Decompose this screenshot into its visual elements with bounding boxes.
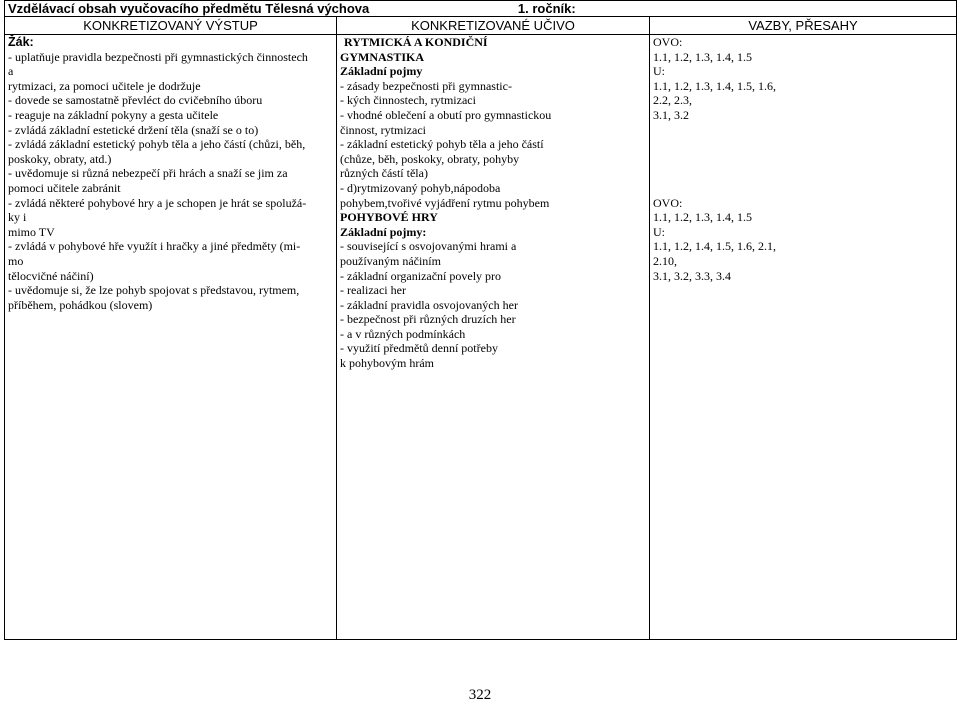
column-header-row bbox=[5, 17, 957, 35]
vazby-spacer bbox=[653, 123, 953, 196]
vystup-line: - dovede se samostatně převléct do cvičebního úboru bbox=[8, 93, 263, 108]
vystup-line: - zvládá základní estetický pohyb těla a jeho částí (chůzi, běh, bbox=[8, 137, 306, 152]
ucivo-line: - d)rytmizovaný pohyb,nápodoba bbox=[340, 180, 501, 195]
vystup-line: - uvědomuje si, že lze pohyb spojovat s představou, rytmem, bbox=[8, 283, 300, 298]
ucivo-line: - zásady bezpečnosti při gymnastic- bbox=[340, 78, 512, 93]
vystup-line: příběhem, pohádkou (slovem) bbox=[8, 297, 153, 312]
ucivo-line: - využití předmětů denní potřeby bbox=[340, 341, 498, 356]
ucivo-line: různých částí těla) bbox=[340, 166, 428, 181]
vystup-line: tělocvičné náčiní) bbox=[8, 268, 94, 283]
u-label-1: U: bbox=[653, 64, 665, 79]
ucivo-line: - související s osvojovanými hrami a bbox=[340, 239, 517, 254]
ucivo-line: (chůze, běh, poskoky, obraty, pohyby bbox=[340, 151, 520, 166]
vystup-line: - zvládá některé pohybové hry a je schopen je hrát se spolužá- bbox=[8, 195, 307, 210]
ucivo-line: - základní estetický pohyb těla a jeho částí bbox=[340, 137, 544, 152]
ovo-value-2: 1.1, 1.2, 1.3, 1.4, 1.5 bbox=[653, 210, 752, 225]
student-heading: Žák: bbox=[8, 35, 34, 49]
ucivo-line: - kých činnostech, rytmizaci bbox=[340, 93, 476, 108]
u-value-line: 1.1, 1.2, 1.4, 1.5, 1.6, 2.1, bbox=[653, 239, 776, 254]
curriculum-table bbox=[4, 0, 957, 640]
vystup-line: ky i bbox=[8, 210, 27, 225]
grade-label: 1. ročník: bbox=[517, 1, 576, 16]
ovo-label-2: OVO: bbox=[653, 195, 683, 210]
vystup-line: - uplatňuje pravidla bezpečnosti při gymnastických činnostech bbox=[8, 49, 308, 64]
ucivo-line: - realizaci her bbox=[340, 283, 406, 298]
u-list-1 bbox=[653, 79, 953, 123]
vystup-line: - zvládá základní estetické držení těla (snaží se o to) bbox=[8, 122, 259, 137]
section-label-pojmy-2: Základní pojmy: bbox=[340, 224, 427, 239]
ovo-value-1: 1.1, 1.2, 1.3, 1.4, 1.5 bbox=[653, 49, 752, 64]
u-value-line: 3.1, 3.2, 3.3, 3.4 bbox=[653, 268, 731, 283]
section-label-pojmy: Základní pojmy bbox=[340, 64, 423, 79]
vystup-line: poskoky, obraty, atd.) bbox=[8, 151, 112, 166]
ucivo-line: - základní pravidla osvojovaných her bbox=[340, 297, 518, 312]
u-value-line: 2.2, 2.3, bbox=[653, 93, 692, 108]
vystup-line: a bbox=[8, 64, 14, 79]
column-header-ucivo: KONKRETIZOVANÉ UČIVO bbox=[337, 17, 650, 35]
vystup-line: mimo TV bbox=[8, 224, 55, 239]
vystup-cell bbox=[5, 35, 337, 640]
vystup-line: rytmizaci, za pomoci učitele je dodržuje bbox=[8, 78, 201, 93]
title-row bbox=[5, 1, 957, 17]
ucivo-line: - vhodné oblečení a obutí pro gymnastickou bbox=[340, 107, 552, 122]
content-row bbox=[5, 35, 957, 640]
section-title-rytmicka: RYTMICKÁ A KONDIČNÍ bbox=[344, 35, 488, 49]
u-value-line: 1.1, 1.2, 1.3, 1.4, 1.5, 1.6, bbox=[653, 78, 776, 93]
ucivo-list-gymnastika bbox=[340, 79, 646, 210]
vystup-list bbox=[8, 50, 333, 313]
document-title bbox=[5, 1, 957, 17]
vystup-line: - uvědomuje si různá nebezpečí při hrách a snaží se jim za bbox=[8, 166, 288, 181]
vystup-line: pomoci učitele zabránit bbox=[8, 180, 121, 195]
ucivo-cell bbox=[337, 35, 650, 640]
ucivo-line: činnost, rytmizaci bbox=[340, 122, 426, 137]
ovo-label-1: OVO: bbox=[653, 35, 683, 49]
u-list-2 bbox=[653, 239, 953, 283]
u-value-line: 3.1, 3.2 bbox=[653, 107, 689, 122]
ucivo-line: - základní organizační povely pro bbox=[340, 268, 502, 283]
column-header-vystup: KONKRETIZOVANÝ VÝSTUP bbox=[5, 17, 337, 35]
ucivo-line: - bezpečnost při různých druzích her bbox=[340, 312, 516, 327]
subject-title: Vzdělávací obsah vyučovacího předmětu Tělesná výchova bbox=[8, 1, 370, 16]
u-value-line: 2.10, bbox=[653, 253, 677, 268]
vystup-line: - zvládá v pohybové hře využít i hračky a jiné předměty (mi- bbox=[8, 239, 301, 254]
vystup-line: - reaguje na základní pokyny a gesta učitele bbox=[8, 107, 219, 122]
page-number: 322 bbox=[468, 687, 492, 703]
ucivo-line: k pohybovým hrám bbox=[340, 356, 434, 371]
vazby-cell bbox=[650, 35, 957, 640]
section-title-pohybove-hry: POHYBOVÉ HRY bbox=[340, 210, 438, 225]
ucivo-line: pohybem,tvořivé vyjádření rytmu pohybem bbox=[340, 195, 550, 210]
ucivo-line: - a v různých podmínkách bbox=[340, 326, 466, 341]
section-subtitle-gymnastika: GYMNASTIKA bbox=[340, 49, 425, 64]
vystup-line: mo bbox=[8, 253, 24, 268]
column-header-vazby: VAZBY, PŘESAHY bbox=[650, 17, 957, 35]
ucivo-line: používaným náčiním bbox=[340, 253, 441, 268]
ucivo-list-hry bbox=[340, 239, 646, 370]
u-label-2: U: bbox=[653, 224, 665, 239]
